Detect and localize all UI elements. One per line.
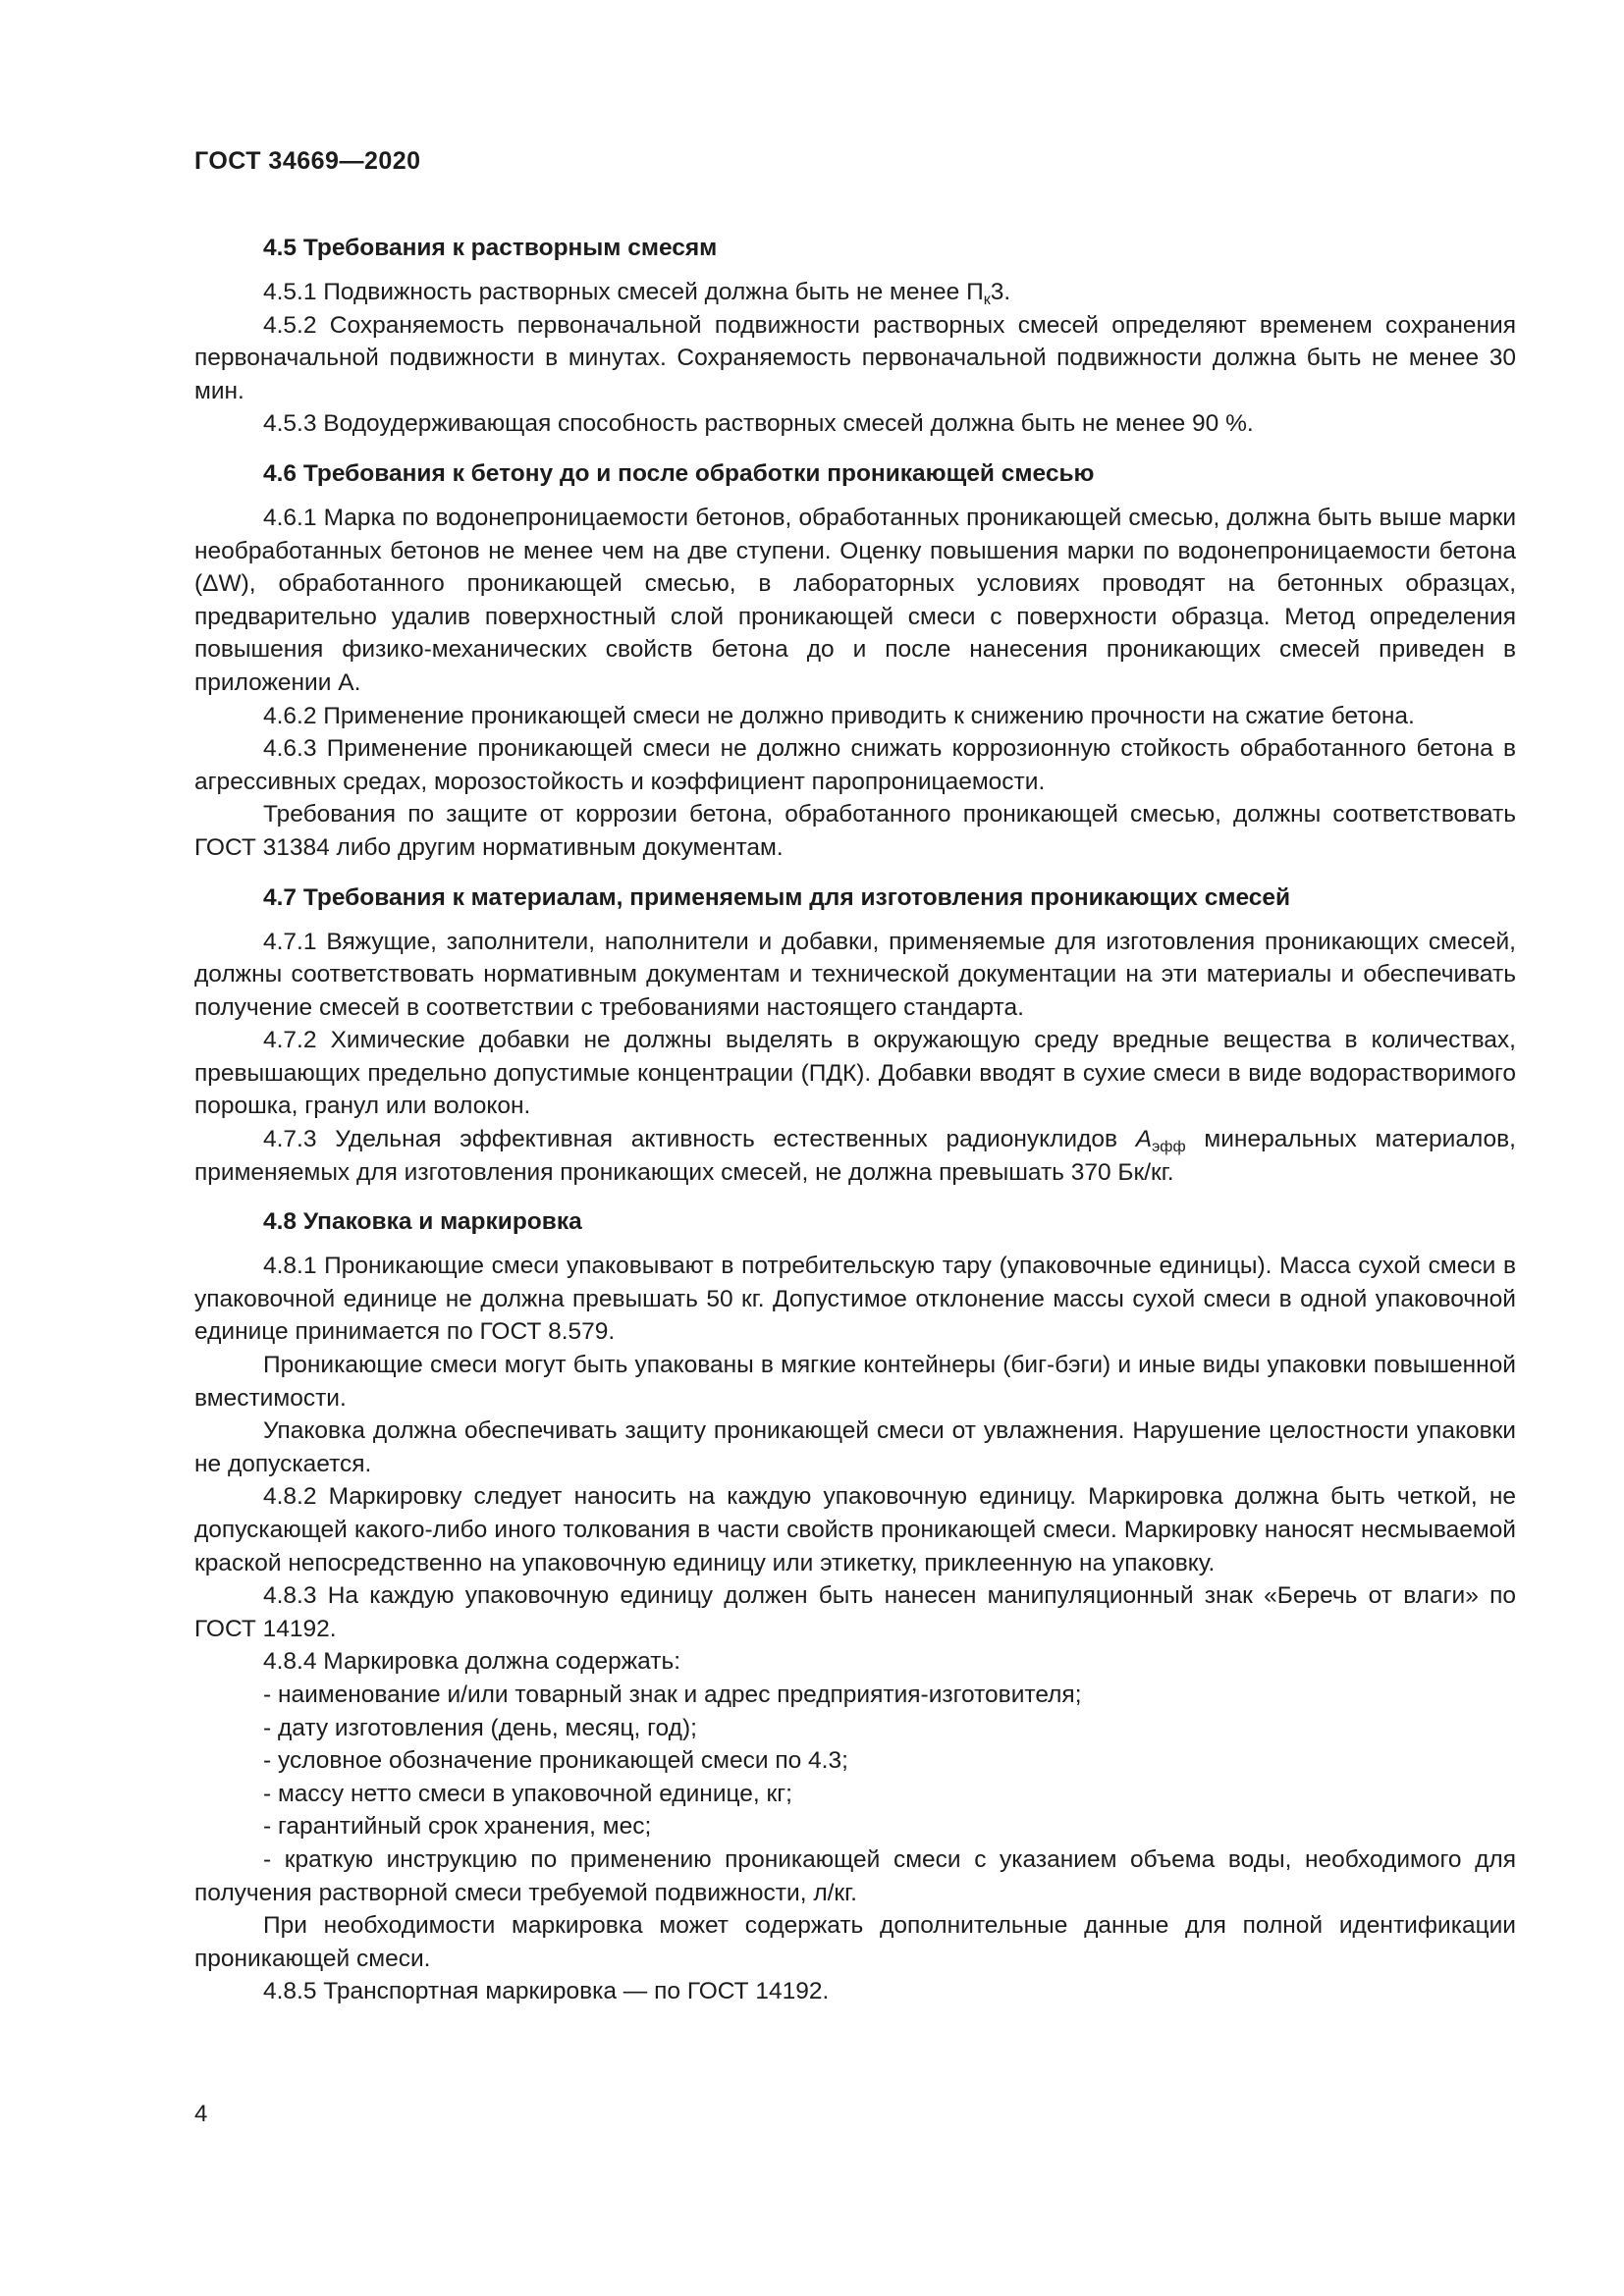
list-item: - условное обозначение проникающей смеси по 4.3;	[263, 1747, 848, 1775]
symbol: A	[1135, 1126, 1153, 1153]
paragraph-4-7-2: 4.7.2 Химические добавки не должны выделять в окружающую среду вредные вещества в количествах, превышающих предельно допустимые концентрации (ПДК). Добавки вводят в сухие смеси в виде водорастворимого порошка, гранул или волокон.	[194, 1027, 1516, 1120]
paragraph-4-8-3: 4.8.3 На каждую упаковочную единицу должен быть нанесен манипуляционный знак «Беречь от влаги» по ГОСТ 14192.	[194, 1582, 1516, 1642]
paragraph-4-8-1-bigbags: Проникающие смеси могут быть упакованы в мягкие контейнеры (биг-бэги) и иные виды упаковки повышенной вместимости.	[194, 1352, 1516, 1412]
section-title: 4.8 Упаковка и маркировка	[263, 1208, 582, 1236]
paragraph-4-7-3	[194, 1123, 1516, 1189]
paragraph-text: 3.	[990, 279, 1011, 305]
paragraph-4-5-1	[194, 276, 1516, 309]
paragraph-4-6-corrosion: Требования по защите от коррозии бетона, обработанного проникающей смесью, должны соответствовать ГОСТ 31384 либо другим нормативным документам.	[194, 801, 1516, 861]
paragraph-4-6-3: 4.6.3 Применение проникающей смеси не должно снижать коррозионную стойкость обработанного бетона в агрессивных средах, морозостойкость и коэффициент паропроницаемости.	[194, 735, 1516, 795]
page-number: 4	[194, 2101, 208, 2127]
list-item: - краткую инструкцию по применению проникающей смеси с указанием объема воды, необходимого для получения растворной смеси требуемой подвижности, л/кг.	[194, 1845, 1516, 1906]
section-title: 4.7 Требования к материалам, применяемым для изготовления проникающих смесей	[263, 883, 1291, 911]
document-page	[194, 147, 1516, 2028]
paragraph-4-8-1: 4.8.1 Проникающие смеси упаковывают в потребительскую тару (упаковочные единицы). Масса сухой смеси в упаковочной единице не должна превышать 50 кг. Допустимое отклонение массы сухой смеси в одной упаковочной единице принимается по ГОСТ 8.579.	[194, 1253, 1516, 1346]
paragraph-text: 4.7.3 Удельная эффективная активность естественных радионуклидов	[263, 1126, 1136, 1153]
paragraph-4-8-1-packaging: Упаковка должна обеспечивать защиту проникающей смеси от увлажнения. Нарушение целостности упаковки не допускается.	[194, 1417, 1516, 1477]
section-4-6	[194, 460, 1516, 865]
paragraph-4-8-4: 4.8.4 Маркировка должна содержать:	[263, 1648, 681, 1676]
paragraph-text: 4.5.1 Подвижность растворных смесей должна быть не менее П	[263, 279, 984, 305]
paragraph-text: минеральных материалов, применяемых для изготовления проникающих смесей, не должна превышать 370 Бк/кг.	[194, 1126, 1516, 1186]
paragraph-4-6-2: 4.6.2 Применение проникающей смеси не должно приводить к снижению прочности на сжатие бетона.	[263, 702, 1415, 729]
subscript: к	[983, 292, 991, 308]
paragraph-4-5-2: 4.5.2 Сохраняемость первоначальной подвижности растворных смесей определяют временем сохранения первоначальной подвижности в минутах. Сохраняемость первоначальной подвижности должна быть не менее 30 мин.	[194, 311, 1516, 404]
section-4-5	[194, 235, 1516, 441]
document-header: ГОСТ 34669—2020	[194, 147, 421, 175]
paragraph-4-5-3: 4.5.3 Водоудерживающая способность растворных смесей должна быть не менее 90 %.	[263, 410, 1254, 438]
section-title: 4.5 Требования к растворным смесям	[263, 235, 718, 261]
section-4-7	[194, 884, 1516, 1190]
section-4-8	[194, 1208, 1516, 2008]
subscript: эфф	[1152, 1139, 1186, 1156]
list-item: - массу нетто смеси в упаковочной единице, кг;	[263, 1780, 792, 1807]
paragraph-4-7-1: 4.7.1 Вяжущие, заполнители, наполнители и добавки, применяемые для изготовления проникающих смесей, должны соответствовать нормативным документам и технической документации на эти материалы и обеспечивать получение смесей в соответствии с требованиями настоящего стандарта.	[194, 928, 1516, 1021]
paragraph-4-6-1: 4.6.1 Марка по водонепроницаемости бетонов, обработанных проникающей смесью, должна быть выше марки необработанных бетонов не менее чем на две ступени. Оценку повышения марки по водонепроницаемости бетона (ΔW), обработанного проникающей смесью, в лабораторных условиях проводят на бетонных образцах, предварительно удалив поверхностный слой проникающей смеси с поверхности образца. Метод определения повышения физико-механических свойств бетона до и после нанесения проникающих смесей приведен в приложении А.	[194, 504, 1516, 696]
list-item: - дату изготовления (день, месяц, год);	[263, 1714, 697, 1741]
list-item: - гарантийный срок хранения, мес;	[263, 1813, 652, 1841]
section-title: 4.6 Требования к бетону до и после обработки проникающей смесью	[263, 459, 1095, 487]
paragraph-4-8-2: 4.8.2 Маркировку следует наносить на каждую упаковочную единицу. Маркировка должна быть четкой, не допускающей какого-либо иного толкования в части свойств проникающей смеси. Маркировку наносят несмываемой краской непосредственно на упаковочную единицу или этикетку, приклеенную на упаковку.	[194, 1483, 1516, 1576]
paragraph-4-8-5: 4.8.5 Транспортная маркировка — по ГОСТ 14192.	[263, 1978, 830, 2005]
list-item: - наименование и/или товарный знак и адрес предприятия-изготовителя;	[263, 1681, 1082, 1708]
paragraph-4-8-4-extra: При необходимости маркировка может содержать дополнительные данные для полной идентификации проникающей смеси.	[194, 1912, 1516, 1972]
